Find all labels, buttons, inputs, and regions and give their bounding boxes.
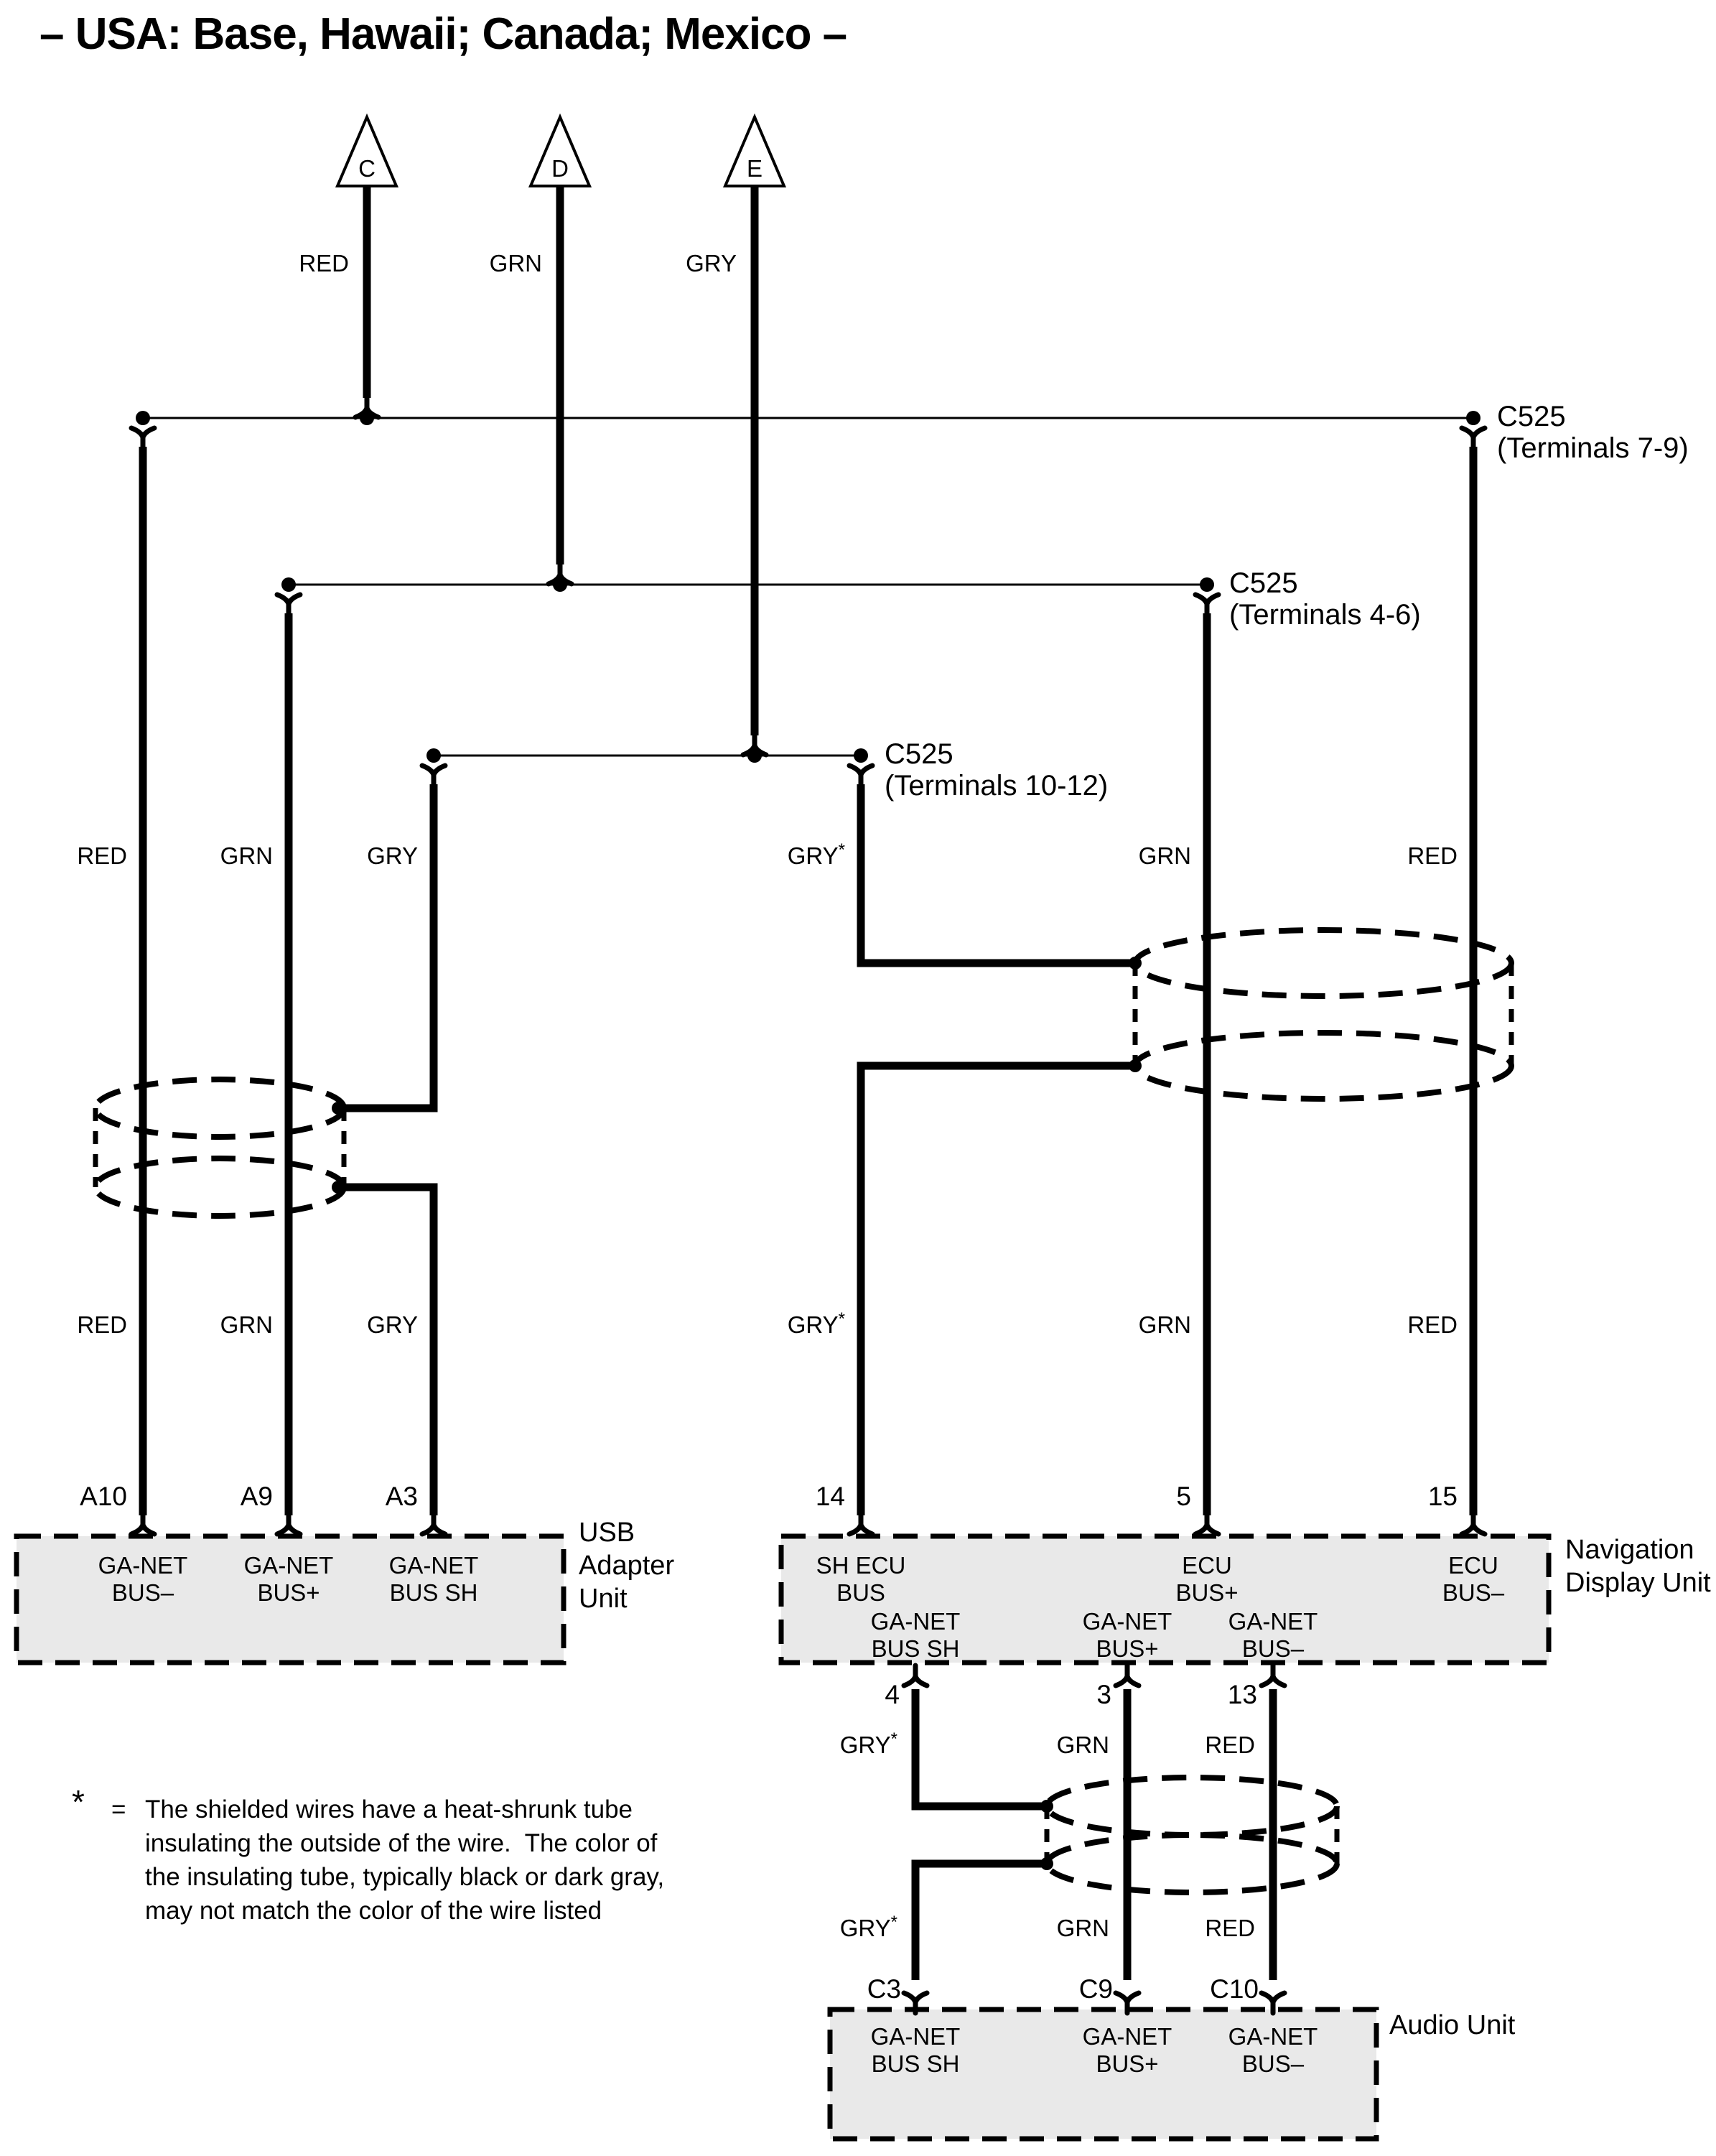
wire-color-label: GRN (1056, 1915, 1109, 1941)
shield-right (1135, 930, 1511, 1099)
terminal-pin-label: C10 (1210, 1974, 1259, 2004)
connector-label: C525 (1229, 567, 1298, 599)
wire-color-label: GRN (1138, 1311, 1191, 1338)
wire-color-label: GRN (1138, 842, 1191, 869)
terminal-signal-label: ECU (1448, 1552, 1498, 1579)
terminal-signal-label: BUS+ (1096, 1635, 1159, 1662)
triangle-label-c: C (358, 155, 376, 182)
page-title: – USA: Base, Hawaii; Canada; Mexico – (39, 9, 847, 59)
footnote-text-line: may not match the color of the wire listed (145, 1897, 602, 1925)
terminal-pin-label: 14 (815, 1482, 845, 1511)
wire-color-label: GRY* (787, 1309, 845, 1338)
wire-color-label: GRY* (787, 840, 845, 869)
wire-color-label: GRY (686, 250, 737, 277)
wire-color-label: RED (1205, 1915, 1255, 1941)
terminal-signal-label: BUS (836, 1579, 885, 1606)
terminal-signal-label: SH ECU (816, 1552, 906, 1579)
wire-gry-nav-upper (915, 1689, 1043, 1806)
connector-label: C525 (885, 738, 953, 770)
wire-gry-right-upper (861, 784, 1133, 963)
terminal-signal-label: GA-NET (243, 1552, 334, 1579)
connector-label: C525 (1497, 401, 1566, 432)
footnote-text-line: the insulating tube, typically black or dark gray, (145, 1863, 665, 1891)
terminal-signal-label: GA-NET (98, 1552, 188, 1579)
wire-color-label: RED (77, 1311, 127, 1338)
unit-name: Audio Unit (1389, 2010, 1516, 2040)
terminal-pin-label: A9 (240, 1482, 273, 1511)
terminal-signal-label: GA-NET (1228, 1608, 1318, 1635)
terminal-signal-label: GA-NET (870, 1608, 961, 1635)
connector-terminal-range: (Terminals 10-12) (885, 770, 1109, 801)
terminal-signal-label: GA-NET (1228, 2023, 1318, 2050)
footnote-text-line: insulating the outside of the wire. The color of (145, 1829, 658, 1857)
terminal-signal-label: BUS– (111, 1579, 174, 1606)
unit-name: Navigation (1565, 1535, 1694, 1565)
unit-name: Display Unit (1565, 1568, 1711, 1598)
terminal-signal-label: BUS+ (1175, 1579, 1239, 1606)
wire-gry-left-lower (336, 1187, 434, 1515)
wire-color-label: RED (1205, 1732, 1255, 1758)
terminal-pin-label: 5 (1176, 1482, 1191, 1511)
terminal-signal-label: BUS SH (871, 2050, 960, 2077)
wire-gry-left-upper (343, 784, 434, 1108)
terminal-pin-label: 4 (885, 1680, 900, 1709)
terminal-pin-label: 15 (1427, 1482, 1458, 1511)
wire-gry-nav-lower (915, 1864, 1050, 1980)
terminal-signal-label: GA-NET (388, 1552, 479, 1579)
connector-terminal-range: (Terminals 4-6) (1229, 599, 1421, 631)
terminal-signal-label: BUS SH (871, 1635, 960, 1662)
triangle-label-e: E (746, 155, 763, 182)
wire-color-label: GRY (367, 842, 418, 869)
footnote-text-line: The shielded wires have a heat-shrunk tube (145, 1795, 633, 1823)
terminal-pin-label: A3 (385, 1482, 418, 1511)
terminal-signal-label: GA-NET (870, 2023, 961, 2050)
connector-terminal-range: (Terminals 7-9) (1497, 432, 1689, 464)
terminal-signal-label: GA-NET (1082, 2023, 1172, 2050)
terminal-signal-label: BUS+ (257, 1579, 320, 1606)
wire-color-label: RED (1407, 1311, 1458, 1338)
shield-mid (1047, 1778, 1337, 1892)
unit-name: Adapter (579, 1551, 675, 1581)
terminal-signal-label: BUS– (1241, 1635, 1305, 1662)
terminal-signal-label: BUS SH (389, 1579, 478, 1606)
wire-color-label: GRY (367, 1311, 418, 1338)
terminal-pin-label: 3 (1096, 1680, 1111, 1709)
triangle-label-d: D (551, 155, 569, 182)
terminal-signal-label: BUS– (1442, 1579, 1505, 1606)
wire-color-label: RED (299, 250, 349, 277)
footnote-equals: = (111, 1795, 126, 1823)
terminal-pin-label: C9 (1078, 1974, 1113, 2004)
unit-name: Unit (579, 1584, 628, 1614)
footnote-marker: * (72, 1783, 85, 1821)
wire-color-label: GRN (1056, 1732, 1109, 1758)
shield-left (95, 1079, 344, 1216)
terminal-signal-label: BUS+ (1096, 2050, 1159, 2077)
connector-forks (131, 397, 1485, 2013)
wire-color-label: GRN (220, 842, 273, 869)
thick-wires (143, 186, 1473, 1980)
wire-color-label: RED (1407, 842, 1458, 869)
wire-color-label: GRY* (839, 1729, 897, 1758)
unit-name: USB (579, 1518, 635, 1548)
terminal-signal-label: BUS– (1241, 2050, 1305, 2077)
wire-color-label: GRN (220, 1311, 273, 1338)
wire-color-label: GRN (489, 250, 542, 277)
terminal-pin-label: A10 (80, 1482, 127, 1511)
terminal-pin-label: C3 (867, 1974, 901, 2004)
wire-gry-right-lower (861, 1066, 1137, 1515)
wire-color-label: GRY* (839, 1913, 897, 1941)
terminal-signal-label: GA-NET (1082, 1608, 1172, 1635)
terminal-pin-label: 13 (1227, 1680, 1257, 1709)
terminal-signal-label: ECU (1182, 1552, 1232, 1579)
wire-color-label: RED (77, 842, 127, 869)
